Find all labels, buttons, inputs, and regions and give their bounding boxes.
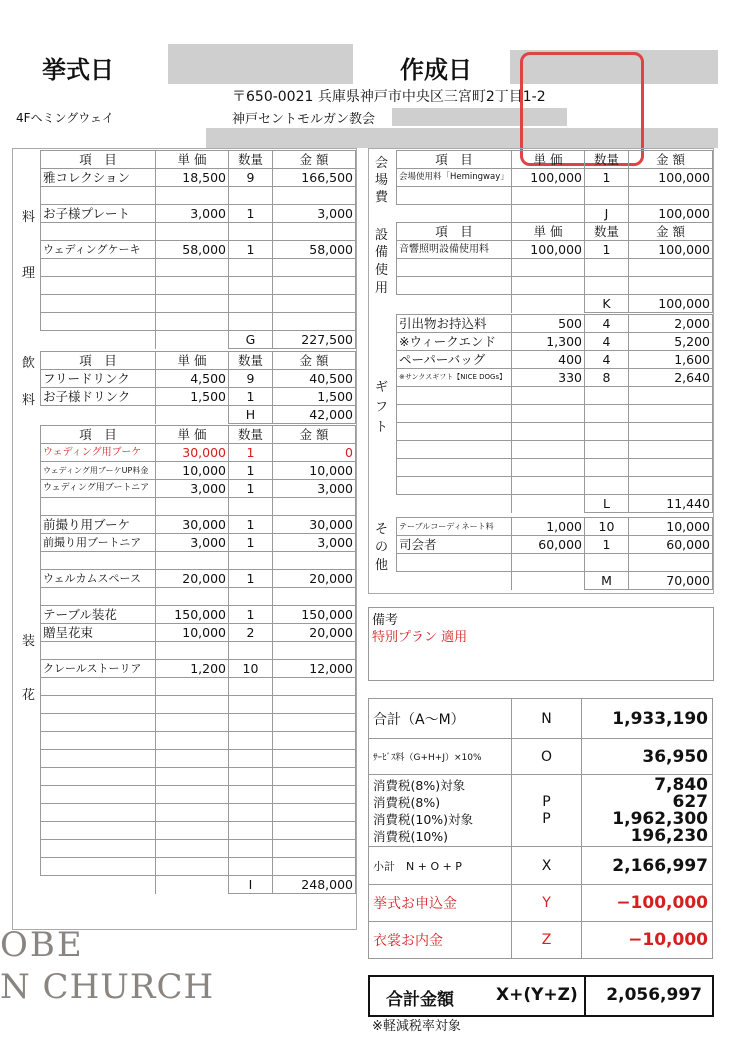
created-date-label: 作成日 [400, 56, 472, 84]
ceremony-date-label: 挙式日 [42, 56, 114, 84]
grand-total-amount: 2,056,997 [606, 985, 702, 1005]
subtotal-row: K 100,000 [397, 295, 713, 313]
setsubi-table: 項 目 単 価 数量 金 額 音響照明設備使用料 100,000 1 100,000 K 100,000 [396, 222, 713, 313]
remarks-text: 特別プラン 適用 [372, 630, 468, 645]
table-row: ウェディング用ブートニア 3,000 1 3,000 [41, 480, 356, 498]
soka-label-2: 花 [22, 688, 36, 703]
gift-table [396, 314, 713, 513]
table-row: ウェディング用ブーケ 30,000 1 0 [41, 444, 356, 462]
table-row: フリードリンク 4,500 9 40,500 [41, 370, 356, 388]
table-row: ウェルカムスペース 20,000 1 20,000 [41, 570, 356, 588]
table-row: ※ウィークエンド 1,300 4 5,200 [397, 333, 713, 351]
deposit-row: 衣裳お内金 Z −10,000 [369, 922, 713, 959]
kaijo-label-1: 会 [375, 156, 389, 171]
subtotal-row: I 248,000 [41, 876, 356, 894]
watermark-line1: OBE [0, 925, 84, 965]
setsubi-label-1: 設 [375, 228, 389, 243]
venue-room: 4Fヘミングウェイ [16, 111, 114, 125]
sonota-label-1: そ [375, 522, 389, 537]
gift-label-2: フ [375, 400, 389, 415]
address: 〒650-0021 兵庫県神戸市中央区三宮町2丁目1-2 [232, 89, 546, 105]
inryo-label-1: 飲 [22, 356, 36, 371]
table-row: お子様プレート 3,000 1 3,000 [41, 205, 356, 223]
grand-total-divider [584, 977, 586, 1015]
table-row: 音響照明設備使用料 100,000 1 100,000 [397, 241, 713, 259]
grand-total-label: 合計金額 [386, 990, 454, 1010]
remarks-label: 備考 [372, 613, 399, 628]
table-row: ※サンクスギフト【NICE DOGs】 330 8 2,640 [397, 369, 713, 387]
setsubi-label-2: 備 [375, 245, 389, 260]
kaijo-label-3: 費 [375, 190, 389, 205]
subtotal-row: H 42,000 [41, 406, 356, 424]
kaijo-table: 項 目 単 価 数量 金 額 会場使用料「Hemingway」 100,000 1 100,000 J 100,000 [396, 150, 713, 223]
ryori-table [40, 150, 356, 349]
table-row: 前撮り用ブーケ 30,000 1 30,000 [41, 516, 356, 534]
table-row: 司会者 60,000 1 60,000 [397, 536, 713, 554]
table-row: 雅コレクション 18,500 9 166,500 [41, 169, 356, 187]
col-item: 項 目 [41, 151, 156, 169]
gift-label-1: ギ [375, 380, 389, 395]
summary-row: 合計（A〜M） N 1,933,190 [369, 699, 713, 739]
table-row: テーブルコーディネート料 1,000 10 10,000 [397, 518, 713, 536]
grand-total-formula: X+(Y+Z) [496, 985, 578, 1005]
table-row: 会場使用料「Hemingway」 100,000 1 100,000 [397, 169, 713, 187]
table-row: ペーパーバッグ 400 4 1,600 [397, 351, 713, 369]
inryo-table: 項 目 単 価 数量 金 額 フリードリンク 4,500 9 40,500 お子様ドリンク 1,500 1 1,500 H 42,000 [40, 351, 356, 424]
watermark-line2: N CHURCH [0, 967, 215, 1007]
table-row: ウェディングケーキ 58,000 1 58,000 [41, 241, 356, 259]
deposit-row: 挙式お申込金 Y −100,000 [369, 885, 713, 922]
summary-table [368, 698, 713, 959]
ryori-label-2: 理 [22, 266, 36, 281]
table-row: クレールストーリア 1,200 10 12,000 [41, 660, 356, 678]
table-row: お子様ドリンク 1,500 1 1,500 [41, 388, 356, 406]
kaijo-label-2: 場 [375, 173, 389, 188]
setsubi-label-4: 用 [375, 281, 389, 296]
col-qty: 数量 [229, 151, 273, 169]
table-row: テーブル装花 150,000 1 150,000 [41, 606, 356, 624]
table-row: 前撮り用ブートニア 3,000 1 3,000 [41, 534, 356, 552]
summary-row: ｻｰﾋﾞｽ料（G+H+J）×10% O 36,950 [369, 739, 713, 775]
subtotal-row: M 70,000 [397, 572, 713, 590]
grand-total-box [368, 975, 714, 1017]
tax-row: 消費税(8%)対象 消費税(8%) 消費税(10%)対象 消費税(10%) P P 7,840 627 1,962,300 196,230 [369, 775, 713, 847]
ryori-label-1: 料 [22, 210, 36, 225]
subtotal-row: 小計 N + O + P X 2,166,997 [369, 847, 713, 885]
setsubi-label-3: 使 [375, 263, 389, 278]
sonota-label-2: の [375, 540, 389, 555]
footnote: ※軽減税率対象 [372, 1019, 461, 1034]
col-amount: 金 額 [273, 151, 356, 169]
subtotal-row: G 227,500 [41, 331, 356, 349]
table-row: 引出物お持込料 500 4 2,000 [397, 315, 713, 333]
soka-table: 項 目 単 価 数量 金 額 ウェディング用ブーケ 30,000 1 0 ウェディング用ブーケUP料金 10,000 1 10,000 ウェディング用ブートニア 3,000 1 3,000 前撮り用ブーケ 30,000 1 30,000 前撮り用ブートニア 3,000 1 3,000 ウェルカムスペース 20,000 1 20,000 テーブル装花 150,000 1 150,000 贈呈花束 10,000 2 20,000 クレールストーリア 1,200 10 12,000 I 248,000 [40, 425, 356, 894]
table-row: ウェディング用ブーケUP料金 10,000 1 10,000 [41, 462, 356, 480]
subtotal-row: L 11,440 [397, 495, 713, 513]
col-price: 単 価 [156, 151, 229, 169]
redacted-ceremony-date [168, 44, 353, 84]
gift-label-3: ト [375, 420, 389, 435]
soka-label-1: 装 [22, 634, 36, 649]
table-row: 贈呈花束 10,000 2 20,000 [41, 624, 356, 642]
inryo-label-2: 料 [22, 393, 36, 408]
sonota-table [396, 517, 713, 590]
sonota-label-3: 他 [375, 558, 389, 573]
subtotal-row: J 100,000 [397, 205, 713, 223]
church-name: 神戸セントモルガン教会 [232, 112, 376, 127]
